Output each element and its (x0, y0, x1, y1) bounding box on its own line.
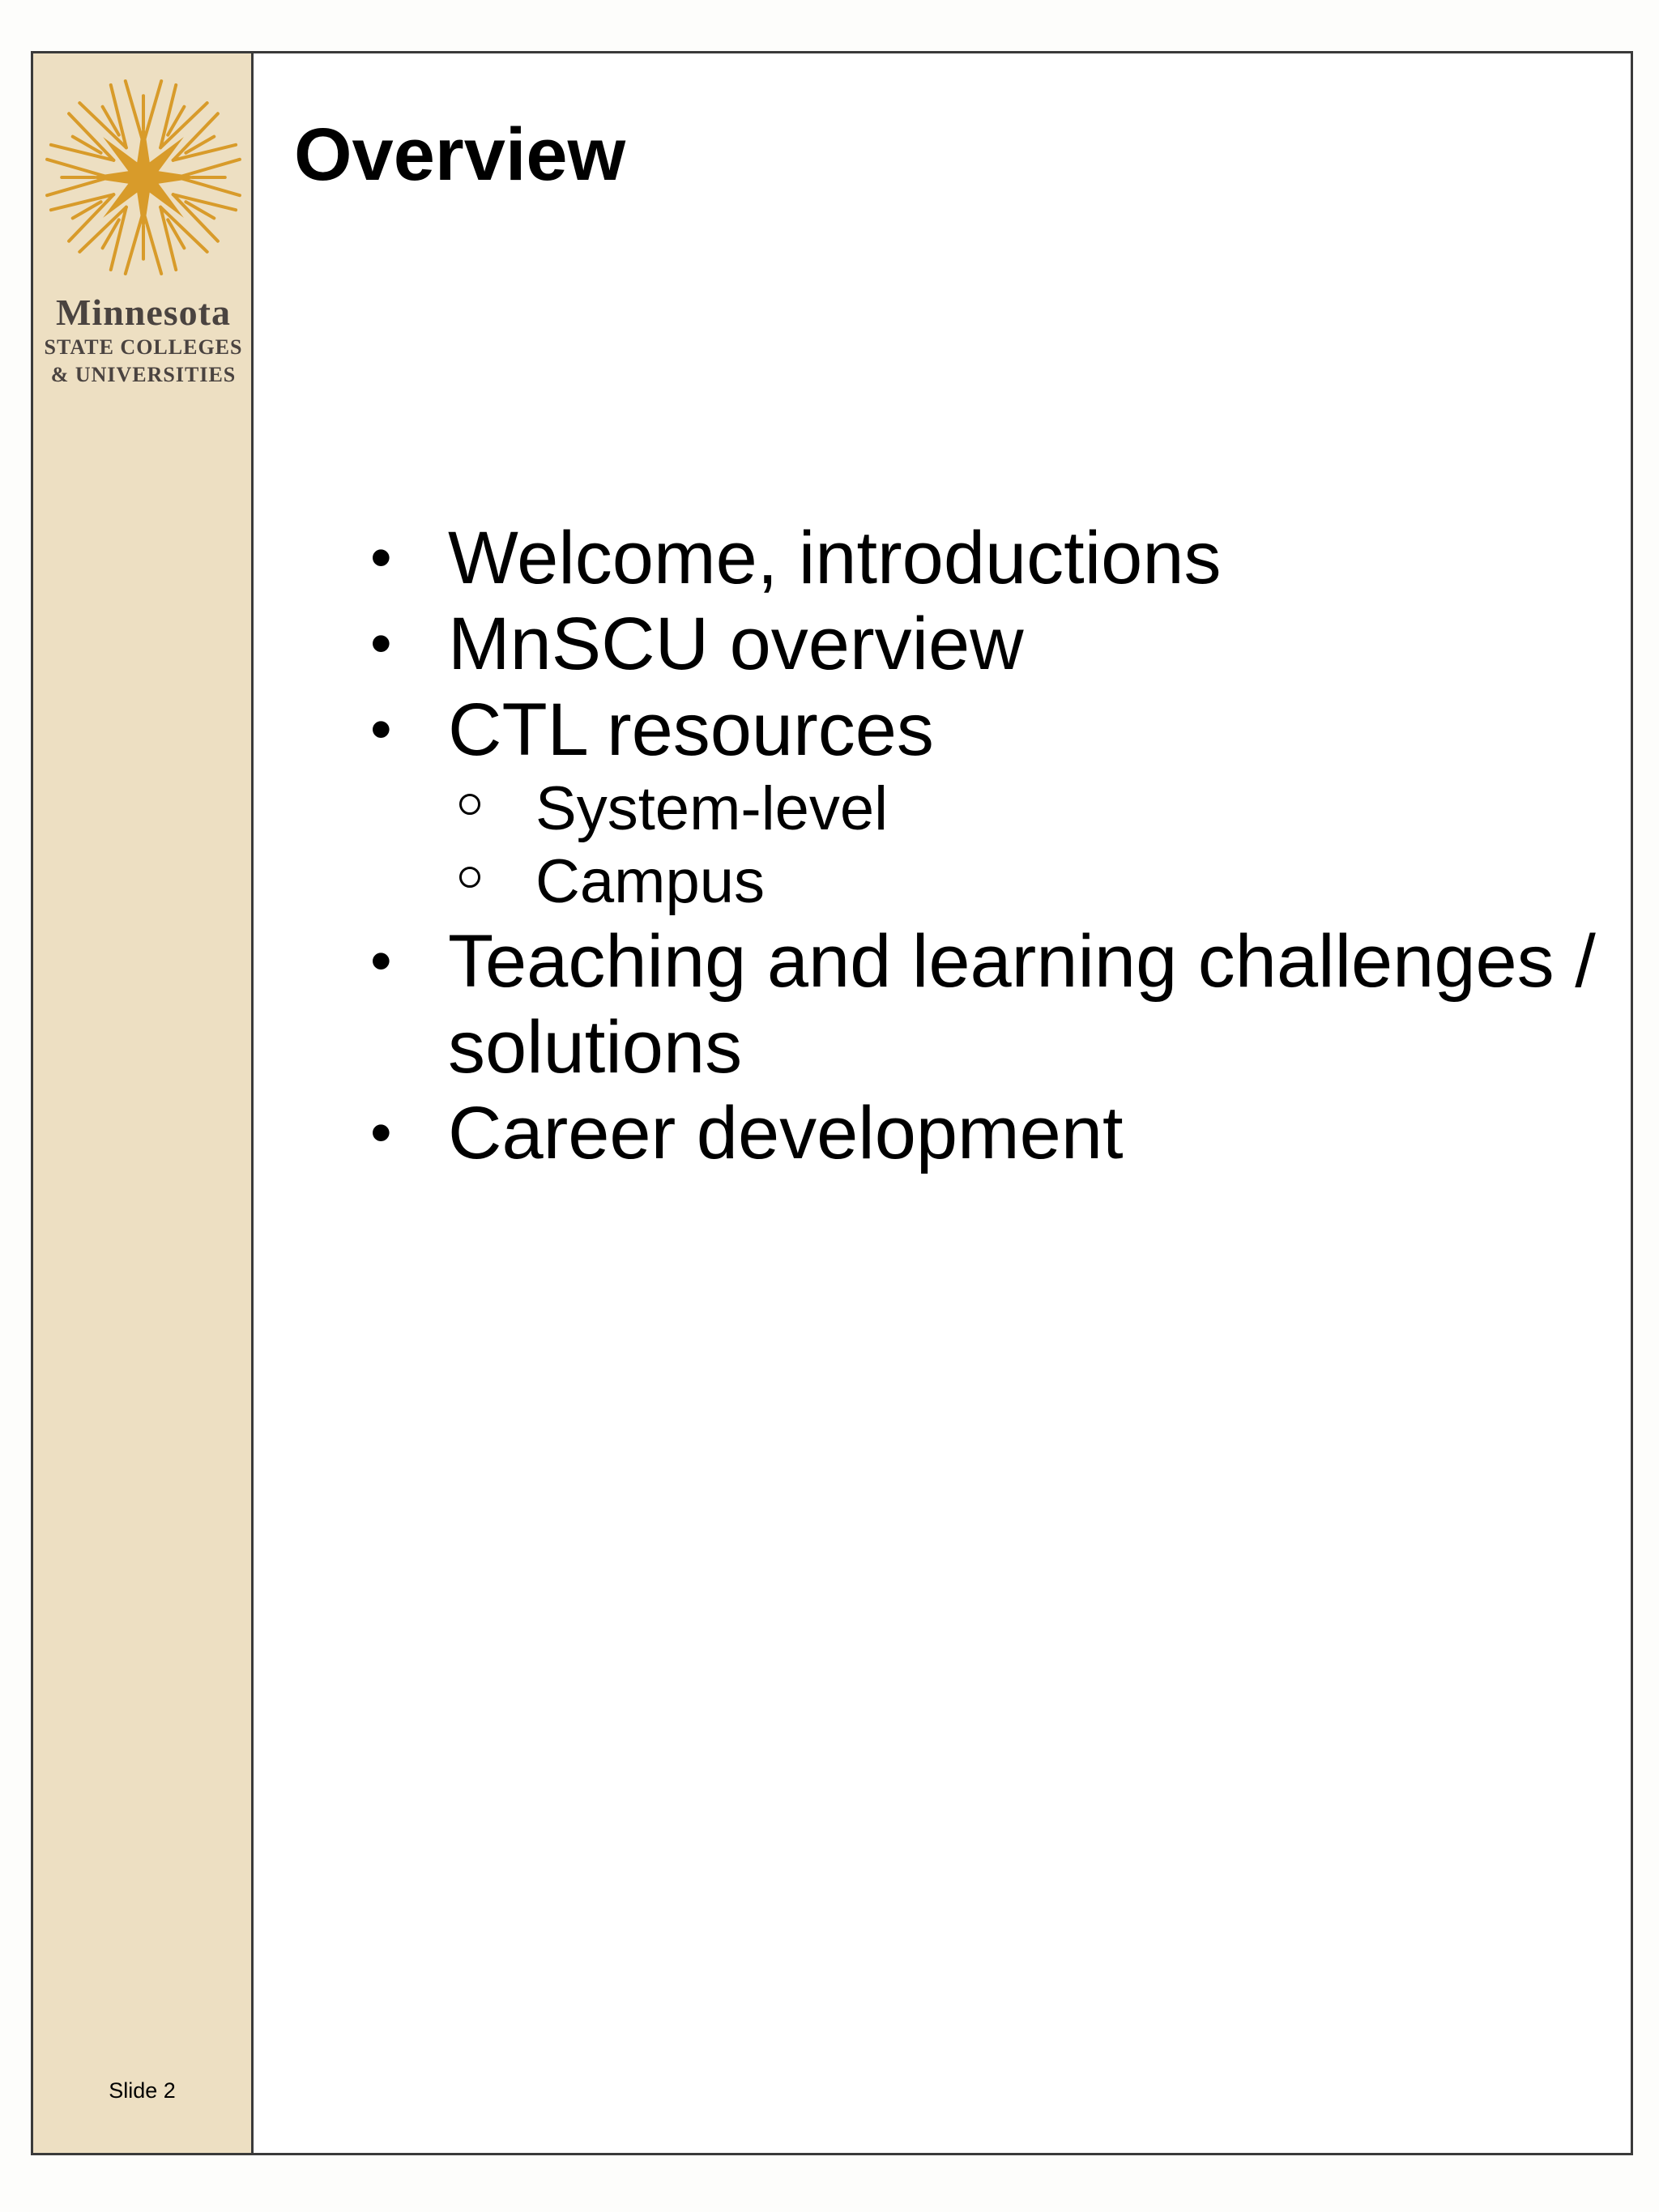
hollow-circle-icon (459, 867, 480, 888)
bullet-icon: • (370, 927, 392, 995)
bullet-item (254, 515, 1614, 601)
slide-number: Slide 2 (109, 2078, 176, 2103)
bullet-icon: • (370, 695, 392, 764)
logo-text (37, 292, 249, 389)
sub-bullet-list (448, 773, 1614, 918)
bullet-text: Teaching and learning challenges / solutions (448, 920, 1596, 1089)
bullet-text: CTL resources (448, 688, 934, 771)
logo-name: Minnesota (56, 292, 231, 333)
logo-sub-line-1: STATE COLLEGES (44, 335, 243, 359)
bullet-text: Career development (448, 1092, 1124, 1174)
bullet-icon: • (370, 609, 392, 678)
logo-sub-line-2: & UNIVERSITIES (50, 363, 237, 386)
bullet-text: Welcome, introductions (448, 517, 1222, 599)
slide-page (31, 51, 1633, 2155)
bullet-text: MnSCU overview (448, 603, 1024, 685)
bullet-item (254, 601, 1614, 687)
bullet-item (254, 1090, 1614, 1176)
slide-title: Overview (294, 113, 626, 196)
sub-bullet-item (254, 846, 1614, 918)
bullet-icon: • (370, 523, 392, 592)
sidebar (33, 53, 254, 2153)
logo (37, 71, 249, 389)
bullet-icon: • (370, 1098, 392, 1167)
hollow-circle-icon (459, 794, 480, 815)
sub-bullet-text: Campus (535, 847, 765, 916)
bullet-list (254, 515, 1614, 1176)
bullet-item (254, 687, 1614, 918)
slide-content (254, 53, 1631, 2153)
sub-bullet-item (254, 773, 1614, 846)
bullet-item (254, 918, 1614, 1090)
star-logo-icon (37, 71, 249, 283)
sub-bullet-text: System-level (535, 774, 888, 843)
